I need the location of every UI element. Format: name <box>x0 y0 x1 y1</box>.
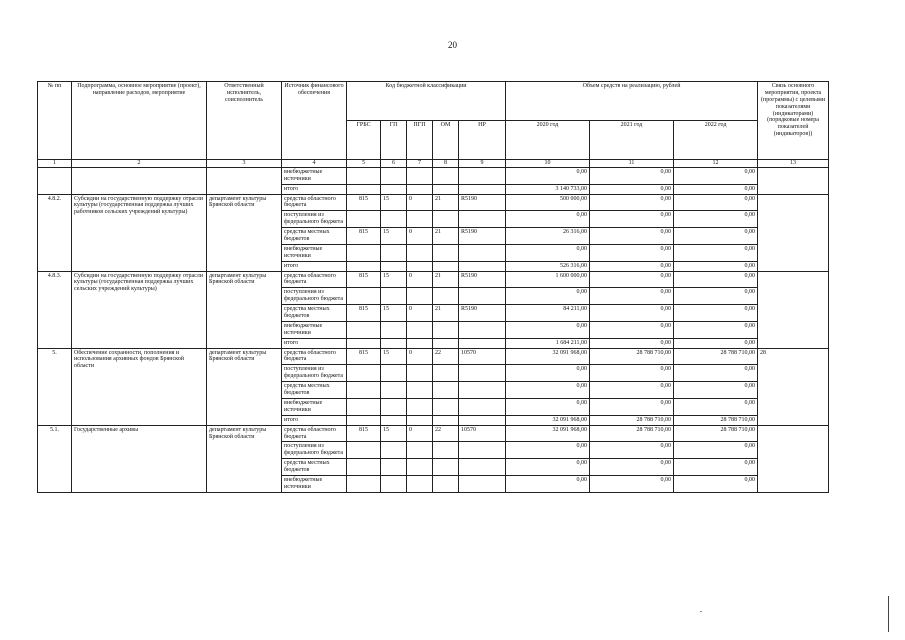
nr-cell: R5190 <box>459 305 506 322</box>
amount-2022-cell: 0,00 <box>674 442 758 459</box>
column-number: 13 <box>758 160 829 168</box>
amount-2021-cell: 0,00 <box>590 211 674 228</box>
amount-2022-cell: 0,00 <box>674 365 758 382</box>
activity-name-cell: Государственные архивы <box>72 425 207 492</box>
amount-2020-cell: 500 000,00 <box>506 194 590 211</box>
header-volume: Объем средств на реализацию, рублей <box>506 82 758 121</box>
amount-2021-cell: 0,00 <box>590 194 674 211</box>
amount-2022-cell: 0,00 <box>674 475 758 492</box>
grbs-cell <box>347 167 381 184</box>
amount-2021-cell: 28 788 710,00 <box>590 348 674 365</box>
header-grbs: ГРБС <box>347 121 381 160</box>
column-number: 3 <box>207 160 282 168</box>
om-cell: 21 <box>433 194 459 211</box>
source-cell: средства местных бюджетов <box>282 305 347 322</box>
grbs-cell: 815 <box>347 271 381 288</box>
nr-cell <box>459 398 506 415</box>
amount-2021-cell: 0,00 <box>590 459 674 476</box>
table-row <box>38 348 829 365</box>
amount-2021-cell: 0,00 <box>590 271 674 288</box>
amount-2020-cell: 0,00 <box>506 365 590 382</box>
grbs-cell <box>347 321 381 338</box>
amount-2020-cell: 0,00 <box>506 398 590 415</box>
header-nr: НР <box>459 121 506 160</box>
source-cell: поступления из федерального бюджета <box>282 442 347 459</box>
nr-cell: 10570 <box>459 348 506 365</box>
pgp-cell: 0 <box>407 271 433 288</box>
header-budget-code: Код бюджетной классификации <box>347 82 506 121</box>
grbs-cell <box>347 415 381 425</box>
source-cell: итого <box>282 261 347 271</box>
grbs-cell <box>347 442 381 459</box>
gp-cell <box>381 288 407 305</box>
amount-2021-cell: 0,00 <box>590 321 674 338</box>
grbs-cell <box>347 288 381 305</box>
row-number-cell: 4.8.3. <box>38 271 72 348</box>
pgp-cell <box>407 261 433 271</box>
table-row <box>38 271 829 288</box>
amount-2020-cell: 526 316,00 <box>506 261 590 271</box>
amount-2022-cell: 28 788 710,00 <box>674 348 758 365</box>
indicator-link-cell <box>758 167 829 194</box>
source-cell: внебюджетные источники <box>282 244 347 261</box>
pgp-cell <box>407 398 433 415</box>
amount-2020-cell: 3 140 733,00 <box>506 184 590 194</box>
source-cell: внебюджетные источники <box>282 321 347 338</box>
header-subprogram: Подпрограмма, основное мероприятие (проект), направление расходов, мероприятие <box>72 82 207 160</box>
table-body <box>38 160 829 493</box>
amount-2021-cell: 0,00 <box>590 184 674 194</box>
column-numbers-row <box>38 160 829 168</box>
responsible-cell: департамент культуры Брянской области <box>207 271 282 348</box>
row-number-cell: 5.1. <box>38 425 72 492</box>
grbs-cell: 815 <box>347 425 381 442</box>
om-cell <box>433 475 459 492</box>
scan-dot <box>700 611 702 612</box>
gp-cell <box>381 365 407 382</box>
pgp-cell <box>407 338 433 348</box>
gp-cell: 15 <box>381 228 407 245</box>
amount-2022-cell: 0,00 <box>674 288 758 305</box>
pgp-cell <box>407 382 433 399</box>
activity-name-cell: Субсидии на государственную поддержку отрасли культуры (государственная поддержка лучших работников сельских учреждений культуры) <box>72 194 207 271</box>
source-cell: внебюджетные источники <box>282 167 347 184</box>
column-number: 9 <box>459 160 506 168</box>
amount-2022-cell: 0,00 <box>674 338 758 348</box>
amount-2020-cell: 0,00 <box>506 211 590 228</box>
header-gp: ГП <box>381 121 407 160</box>
amount-2020-cell: 0,00 <box>506 475 590 492</box>
amount-2022-cell: 0,00 <box>674 211 758 228</box>
grbs-cell <box>347 211 381 228</box>
amount-2020-cell: 0,00 <box>506 321 590 338</box>
amount-2021-cell: 0,00 <box>590 228 674 245</box>
amount-2022-cell: 0,00 <box>674 398 758 415</box>
nr-cell <box>459 167 506 184</box>
pgp-cell <box>407 184 433 194</box>
om-cell: 22 <box>433 348 459 365</box>
amount-2022-cell: 0,00 <box>674 261 758 271</box>
amount-2020-cell: 0,00 <box>506 442 590 459</box>
amount-2022-cell: 0,00 <box>674 184 758 194</box>
scan-edge-mark <box>888 596 889 632</box>
header-source: Источник финансового обеспечения <box>282 82 347 160</box>
om-cell <box>433 167 459 184</box>
amount-2020-cell: 0,00 <box>506 459 590 476</box>
source-cell: средства областного бюджета <box>282 348 347 365</box>
nr-cell <box>459 459 506 476</box>
amount-2022-cell: 0,00 <box>674 244 758 261</box>
source-cell: итого <box>282 184 347 194</box>
gp-cell: 15 <box>381 348 407 365</box>
amount-2020-cell: 32 091 968,00 <box>506 415 590 425</box>
gp-cell <box>381 184 407 194</box>
nr-cell <box>459 338 506 348</box>
nr-cell: R5190 <box>459 194 506 211</box>
pgp-cell <box>407 442 433 459</box>
pgp-cell <box>407 288 433 305</box>
amount-2020-cell: 32 091 968,00 <box>506 348 590 365</box>
amount-2021-cell: 0,00 <box>590 398 674 415</box>
om-cell <box>433 211 459 228</box>
amount-2020-cell: 84 211,00 <box>506 305 590 322</box>
gp-cell <box>381 211 407 228</box>
om-cell <box>433 442 459 459</box>
grbs-cell <box>347 184 381 194</box>
amount-2021-cell: 0,00 <box>590 305 674 322</box>
source-cell: средства областного бюджета <box>282 271 347 288</box>
nr-cell: R5190 <box>459 228 506 245</box>
amount-2021-cell: 28 788 710,00 <box>590 415 674 425</box>
indicator-link-cell <box>758 271 829 348</box>
amount-2021-cell: 0,00 <box>590 261 674 271</box>
source-cell: итого <box>282 338 347 348</box>
source-cell: внебюджетные источники <box>282 475 347 492</box>
row-number-cell: 5. <box>38 348 72 425</box>
nr-cell <box>459 442 506 459</box>
om-cell <box>433 288 459 305</box>
budget-table <box>37 81 829 493</box>
nr-cell <box>459 415 506 425</box>
responsible-cell: департамент культуры Брянской области <box>207 348 282 425</box>
amount-2021-cell: 0,00 <box>590 167 674 184</box>
pgp-cell <box>407 321 433 338</box>
indicator-link-cell <box>758 194 829 271</box>
table-row <box>38 194 829 211</box>
responsible-cell <box>207 167 282 194</box>
pgp-cell: 0 <box>407 228 433 245</box>
grbs-cell <box>347 365 381 382</box>
om-cell: 21 <box>433 305 459 322</box>
pgp-cell <box>407 415 433 425</box>
om-cell <box>433 382 459 399</box>
om-cell <box>433 321 459 338</box>
gp-cell: 15 <box>381 194 407 211</box>
gp-cell: 15 <box>381 305 407 322</box>
pgp-cell: 0 <box>407 348 433 365</box>
row-number-cell: 4.8.2. <box>38 194 72 271</box>
om-cell <box>433 261 459 271</box>
gp-cell <box>381 321 407 338</box>
indicator-link-cell: 28 <box>758 348 829 425</box>
grbs-cell <box>347 459 381 476</box>
header-om: ОМ <box>433 121 459 160</box>
nr-cell: 10570 <box>459 425 506 442</box>
amount-2020-cell: 0,00 <box>506 244 590 261</box>
amount-2022-cell: 28 788 710,00 <box>674 415 758 425</box>
nr-cell <box>459 184 506 194</box>
gp-cell <box>381 459 407 476</box>
grbs-cell: 815 <box>347 348 381 365</box>
amount-2020-cell: 1 684 211,00 <box>506 338 590 348</box>
header-pgp: ПГП <box>407 121 433 160</box>
gp-cell: 15 <box>381 271 407 288</box>
om-cell: 22 <box>433 425 459 442</box>
om-cell <box>433 244 459 261</box>
source-cell: средства областного бюджета <box>282 194 347 211</box>
page-number: 20 <box>448 40 457 50</box>
om-cell <box>433 415 459 425</box>
amount-2020-cell: 0,00 <box>506 382 590 399</box>
amount-2022-cell: 0,00 <box>674 194 758 211</box>
column-number: 4 <box>282 160 347 168</box>
grbs-cell <box>347 261 381 271</box>
amount-2020-cell: 0,00 <box>506 288 590 305</box>
source-cell: поступления из федерального бюджета <box>282 365 347 382</box>
grbs-cell <box>347 398 381 415</box>
om-cell: 21 <box>433 228 459 245</box>
pgp-cell: 0 <box>407 305 433 322</box>
grbs-cell <box>347 475 381 492</box>
amount-2021-cell: 28 788 710,00 <box>590 425 674 442</box>
source-cell: средства местных бюджетов <box>282 382 347 399</box>
column-number: 2 <box>72 160 207 168</box>
grbs-cell: 815 <box>347 228 381 245</box>
gp-cell <box>381 244 407 261</box>
pgp-cell <box>407 365 433 382</box>
pgp-cell <box>407 459 433 476</box>
header-link: Связь основного мероприятия, проекта (программы) с целевыми показателями (индикаторами) (порядковые номера показателей (индикаторов)) <box>758 82 829 160</box>
nr-cell <box>459 288 506 305</box>
column-number: 1 <box>38 160 72 168</box>
amount-2022-cell: 0,00 <box>674 305 758 322</box>
source-cell: внебюджетные источники <box>282 398 347 415</box>
source-cell: средства местных бюджетов <box>282 228 347 245</box>
gp-cell <box>381 442 407 459</box>
gp-cell <box>381 261 407 271</box>
source-cell: средства местных бюджетов <box>282 459 347 476</box>
grbs-cell <box>347 338 381 348</box>
amount-2022-cell: 0,00 <box>674 321 758 338</box>
amount-2021-cell: 0,00 <box>590 244 674 261</box>
activity-name-cell: Обеспечение сохранности, пополнения и использования архивных фондов Брянской области <box>72 348 207 425</box>
grbs-cell <box>347 382 381 399</box>
amount-2021-cell: 0,00 <box>590 442 674 459</box>
gp-cell <box>381 167 407 184</box>
om-cell <box>433 184 459 194</box>
nr-cell <box>459 365 506 382</box>
responsible-cell: департамент культуры Брянской области <box>207 425 282 492</box>
amount-2022-cell: 0,00 <box>674 228 758 245</box>
amount-2021-cell: 0,00 <box>590 338 674 348</box>
amount-2020-cell: 0,00 <box>506 167 590 184</box>
activity-name-cell <box>72 167 207 194</box>
amount-2022-cell: 0,00 <box>674 271 758 288</box>
amount-2022-cell: 28 788 710,00 <box>674 425 758 442</box>
column-number: 5 <box>347 160 381 168</box>
header-year-2021: 2021 год <box>590 121 674 160</box>
header-year-2020: 2020 год <box>506 121 590 160</box>
grbs-cell <box>347 244 381 261</box>
amount-2021-cell: 0,00 <box>590 365 674 382</box>
pgp-cell <box>407 244 433 261</box>
amount-2021-cell: 0,00 <box>590 382 674 399</box>
source-cell: поступления из федерального бюджета <box>282 211 347 228</box>
source-cell: поступления из федерального бюджета <box>282 288 347 305</box>
gp-cell <box>381 415 407 425</box>
nr-cell <box>459 382 506 399</box>
amount-2022-cell: 0,00 <box>674 459 758 476</box>
amount-2022-cell: 0,00 <box>674 382 758 399</box>
header-row <box>38 82 829 121</box>
pgp-cell <box>407 475 433 492</box>
table-row <box>38 167 829 184</box>
activity-name-cell: Субсидии на государственную поддержку отрасли культуры (государственная поддержка лучших сельских учреждений культуры) <box>72 271 207 348</box>
column-number: 6 <box>381 160 407 168</box>
nr-cell <box>459 475 506 492</box>
amount-2021-cell: 0,00 <box>590 288 674 305</box>
amount-2022-cell: 0,00 <box>674 167 758 184</box>
gp-cell: 15 <box>381 425 407 442</box>
column-number: 11 <box>590 160 674 168</box>
om-cell: 21 <box>433 271 459 288</box>
om-cell <box>433 338 459 348</box>
gp-cell <box>381 475 407 492</box>
nr-cell: R5190 <box>459 271 506 288</box>
pgp-cell: 0 <box>407 425 433 442</box>
nr-cell <box>459 211 506 228</box>
header-num: № пп <box>38 82 72 160</box>
amount-2021-cell: 0,00 <box>590 475 674 492</box>
amount-2020-cell: 32 091 968,00 <box>506 425 590 442</box>
pgp-cell <box>407 167 433 184</box>
column-number: 10 <box>506 160 590 168</box>
gp-cell <box>381 398 407 415</box>
nr-cell <box>459 261 506 271</box>
column-number: 12 <box>674 160 758 168</box>
om-cell <box>433 459 459 476</box>
source-cell: средства областного бюджета <box>282 425 347 442</box>
column-number: 8 <box>433 160 459 168</box>
amount-2020-cell: 26 316,00 <box>506 228 590 245</box>
column-number: 7 <box>407 160 433 168</box>
nr-cell <box>459 244 506 261</box>
om-cell <box>433 365 459 382</box>
pgp-cell <box>407 211 433 228</box>
gp-cell <box>381 338 407 348</box>
row-number-cell <box>38 167 72 194</box>
source-cell: итого <box>282 415 347 425</box>
responsible-cell: департамент культуры Брянской области <box>207 194 282 271</box>
header-responsible: Ответственный исполнитель, соисполнитель <box>207 82 282 160</box>
indicator-link-cell <box>758 425 829 492</box>
om-cell <box>433 398 459 415</box>
gp-cell <box>381 382 407 399</box>
grbs-cell: 815 <box>347 194 381 211</box>
grbs-cell: 815 <box>347 305 381 322</box>
amount-2020-cell: 1 600 000,00 <box>506 271 590 288</box>
nr-cell <box>459 321 506 338</box>
header-year-2022: 2022 год <box>674 121 758 160</box>
pgp-cell: 0 <box>407 194 433 211</box>
table-row <box>38 425 829 442</box>
